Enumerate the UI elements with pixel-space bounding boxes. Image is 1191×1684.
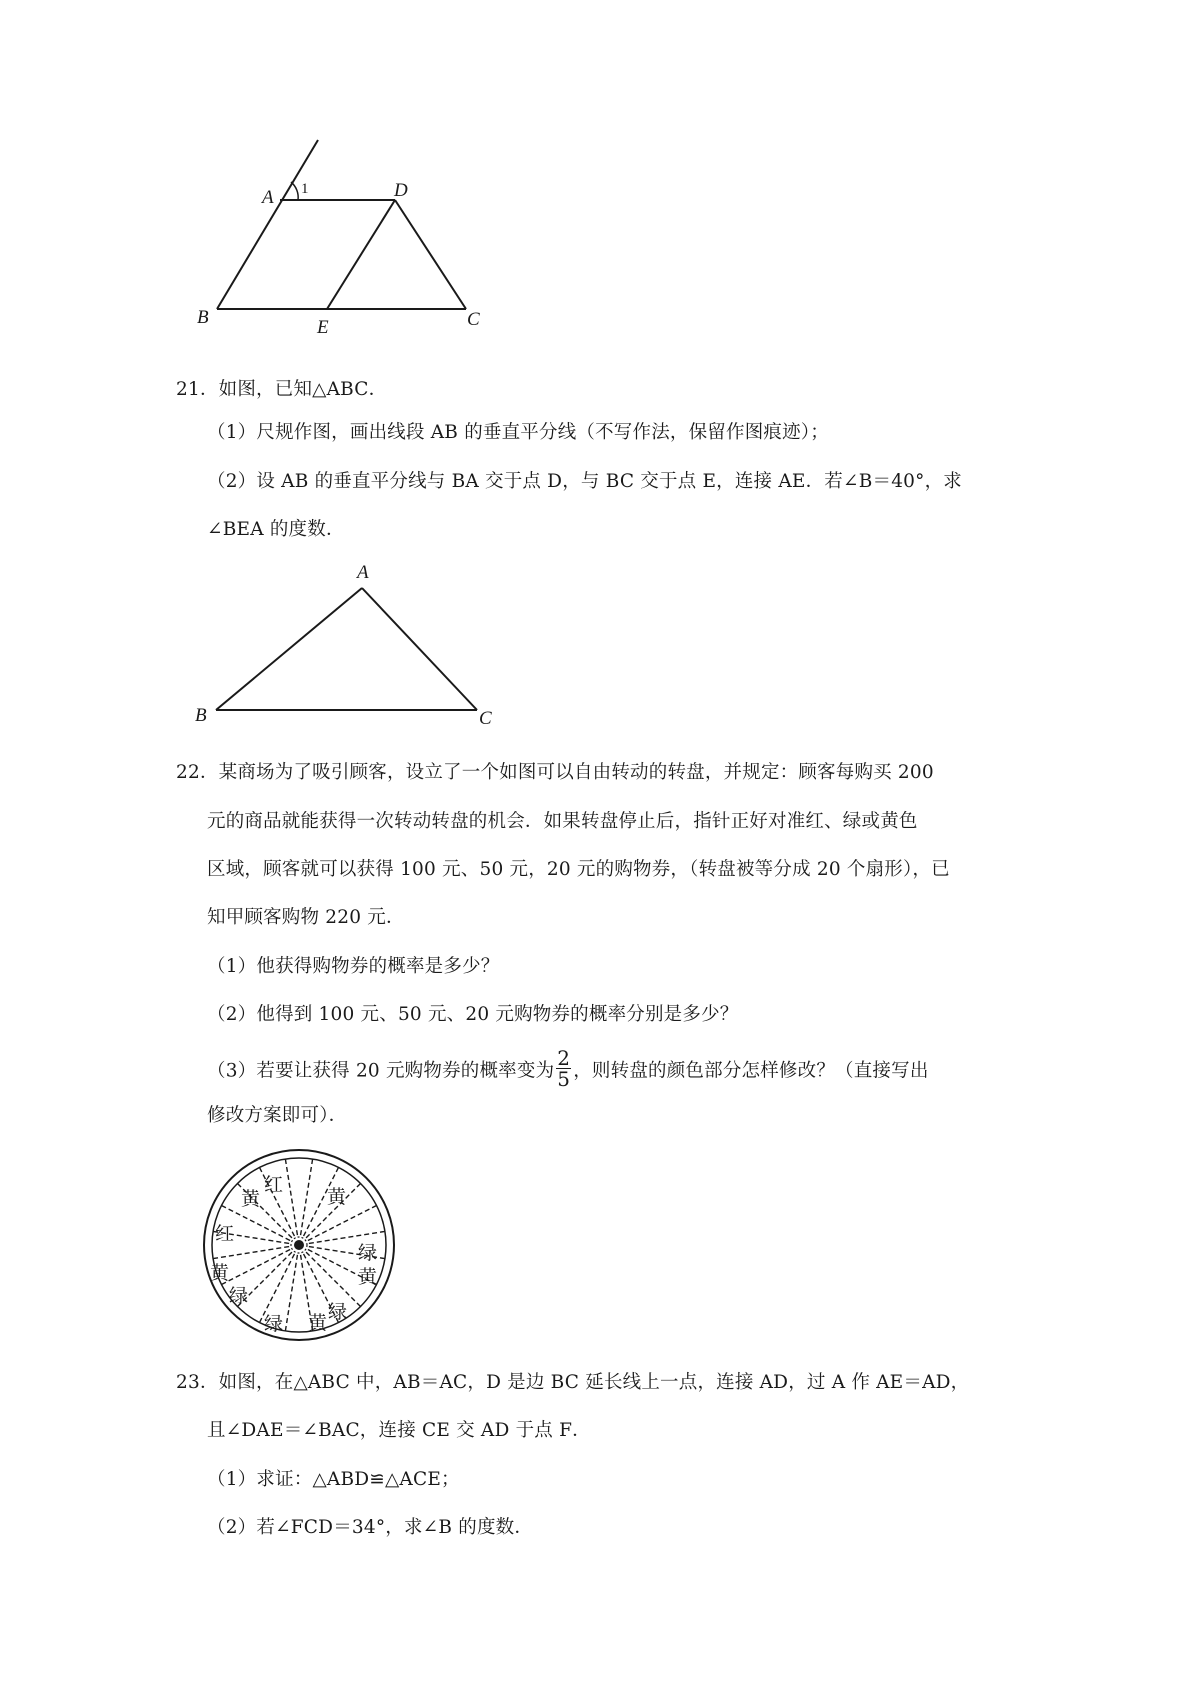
q22-line1: 22．某商场为了吸引顾客，设立了一个如图可以自由转动的转盘，并规定：顾客每购买 200: [176, 762, 934, 783]
figure-parallelogram-svg: [190, 135, 510, 350]
sector-label-huang-l: 黄: [210, 1262, 230, 1284]
sector-label-hong-l: 红: [215, 1223, 235, 1245]
spinner-wheel: [202, 1148, 396, 1342]
q21-part2-line2: ∠BEA 的度数．: [207, 519, 345, 540]
q22-line4: 知甲顾客购物 220 元．: [207, 907, 405, 928]
q23-part1: （1）求证：△ABD≌△ACE；: [207, 1469, 460, 1490]
sector-divider: [285, 1255, 297, 1331]
point-label-b: B: [197, 307, 209, 328]
side-ac: [362, 588, 477, 710]
figure-parallelogram: [190, 135, 510, 350]
sector-label-lv-b: 绿: [264, 1313, 284, 1335]
q23-part2: （2）若∠FCD＝34°，求∠B 的度数．: [207, 1517, 534, 1538]
sector-label-lv-br: 绿: [328, 1301, 348, 1323]
figure-triangle: [190, 555, 510, 730]
q21-stem: 21．如图，已知△ABC．: [176, 379, 388, 400]
sector-label-huang-r: 黄: [358, 1266, 378, 1288]
q22-part3-line1: [207, 1046, 929, 1092]
sector-divider: [221, 1250, 290, 1285]
point-label-a: A: [262, 187, 274, 208]
fraction-numerator: 2: [557, 1046, 571, 1070]
line-de: [327, 200, 395, 309]
sector-label-lv-r: 绿: [358, 1242, 378, 1264]
q23-line2: 且∠DAE＝∠BAC，连接 CE 交 AD 于点 F．: [207, 1420, 591, 1441]
point-label-c: C: [467, 309, 480, 330]
sector-label-hong-t: 红: [264, 1174, 284, 1196]
q22-line2: 元的商品就能获得一次转动转盘的机会．如果转盘停止后，指针正好对准红、绿或黄色: [207, 811, 918, 832]
sector-divider: [308, 1206, 377, 1241]
q21-part2-line1: （2）设 AB 的垂直平分线与 BA 交于点 D，与 BC 交于点 E，连接 AE．若∠B＝40°，求: [207, 471, 962, 492]
spinner-wheel-svg: [202, 1148, 396, 1342]
sector-label-huang-b: 黄: [308, 1312, 328, 1334]
line-ba-extended: [217, 140, 318, 309]
angle-label-1: 1: [301, 181, 309, 197]
sector-label-lv-l: 绿: [229, 1285, 249, 1307]
point-label-e: E: [317, 317, 329, 338]
q22-part3-after: ，则转盘的颜色部分怎样修改？（直接写出: [573, 1060, 929, 1082]
sector-label-huang-tr: 黄: [327, 1186, 347, 1208]
point-label-d: D: [394, 180, 408, 201]
sector-label-huang-tl: 黄: [241, 1188, 261, 1210]
sector-divider: [285, 1159, 297, 1235]
q23-line1: 23．如图，在△ABC 中，AB＝AC，D 是边 BC 延长线上一点，连接 AD，过 A 作 AE＝AD，: [176, 1372, 970, 1393]
fraction-denominator: 5: [557, 1067, 571, 1091]
point-label-a: A: [357, 562, 369, 583]
q22-part3-before: （3）若要让获得 20 元购物券的概率变为: [207, 1060, 555, 1082]
point-label-c: C: [479, 708, 492, 729]
q22-part2: （2）他得到 100 元、50 元、20 元购物券的概率分别是多少？: [207, 1004, 739, 1025]
q22-part3-line2: 修改方案即可）．: [207, 1105, 348, 1126]
q22-line3: 区域，顾客就可以获得 100 元、50 元，20 元的购物券，（转盘被等分成 20 个扇形），已: [207, 859, 950, 880]
sector-divider: [213, 1247, 289, 1259]
sector-divider: [301, 1159, 313, 1235]
q21-part1: （1）尺规作图，画出线段 AB 的垂直平分线（不写作法，保留作图痕迹）；: [207, 422, 829, 443]
fraction-two-fifths: [556, 1048, 571, 1089]
q22-part1: （1）他获得购物券的概率是多少？: [207, 956, 500, 977]
line-dc: [395, 200, 466, 309]
wheel-center-pin: [294, 1240, 304, 1250]
point-label-b: B: [195, 705, 207, 726]
side-ab: [216, 588, 362, 710]
figure-triangle-svg: [190, 555, 510, 730]
sector-divider: [306, 1252, 360, 1306]
